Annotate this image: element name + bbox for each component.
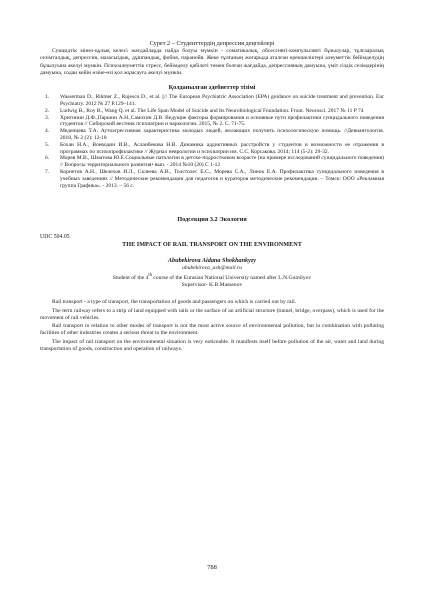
- reference-text: Wasserman D., Rihmer Z., Rujescu D., et al. [// The European Psychiatric Association (EPA) guidance on suicide treatment and prevention. Eur Psychiatry. 2012 № 27 P.129–141.: [60, 94, 384, 107]
- references-list: [40, 94, 384, 189]
- reference-item: [40, 108, 384, 115]
- reference-number: 1.: [45, 94, 50, 101]
- author-name: Abubekirova Aidana Shokhankyzy: [167, 257, 257, 265]
- reference-number: 2.: [45, 107, 50, 114]
- supervisor: Supervisor- K.B.Massenov: [181, 282, 243, 289]
- reference-item: [40, 155, 384, 169]
- reference-text: Бохан Н.А., Воеводин И.В., Асланбекова Н.В. Динамика аддиктивных расстройств у студентов и возможности ее отражения в программах по психопрофилактике // Журнал неврологии и психиатрии им. С.С. Корсакова. 2014; 114 (5-2): 29-32.: [60, 141, 384, 155]
- author-email[interactable]: abubekirova_ash@mail.ru: [182, 265, 242, 272]
- reference-number: 3.: [45, 114, 50, 121]
- reference-item: [40, 128, 384, 142]
- reference-text: Хритинин Д.Ф.,Паршин А.Н.,Самохин Д.В. Ведущие факторы формирования и основные пути профилактики суицидального поведения студентов // Сибирский вестник психиатрии и наркологии. 2015, № 2. С. 71-75.: [60, 114, 384, 128]
- subsection-heading: Подсекция 3.2 Экология: [177, 216, 247, 224]
- intro-paragraph: Суицидтік мінез-құлық келесі жағдайларда пайда болуы мүмкін - соматикалық, обсессивті-компульсивті бұзылулар, тұлғааралық сезімталдық, депрессия, мазасыздық, дұшпандық, фобия, паранойя. Жеке тұлғаның жоғарыда аталған ерекшеліктері алеуметтік бейімделудің бұзылуына әкелуі мүмкін. Психоәлеуметтік стресс, бейімделу қабілеті төмен болған жағдайда, депрессияның дамуына, үміт сіздік сезімдерінің дамуына, содан кейін өзіне-өзі қол жұмсауға әкелуі мүмкін.: [40, 48, 384, 76]
- page-content: [40, 40, 384, 354]
- page-number: 788: [207, 564, 217, 571]
- reference-text: Морев М.В., Шматова Ю.Е.Социальные патологии в детско-подростковом возрасте (на примере исследований суицидального поведения) // Вопросы территориального развития• вып. - 2014 №10 (20) С 1-12: [60, 155, 384, 169]
- body-paragraph: The impact of rail transport on the environmental situation is very noticeable. It manifests itself before pollution of the air, water and land during transportation of goods, construction and operation of railways.: [40, 338, 384, 352]
- body-paragraph: Rail transport - a type of transport, the transportation of goods and passengers on which is carried out by rail.: [52, 299, 297, 306]
- reference-item: [40, 94, 384, 108]
- reference-text: Ludwig B., Roy B., Wang Q. et al. The Life Span Model of Suicide and Its Neurobiological Foundation. Front. Neurosci. 2017 № 11 P 74: [60, 107, 364, 114]
- reference-item: [40, 115, 384, 129]
- udc-code: UDC 504.05: [40, 234, 70, 241]
- reference-text: Корнетов А.Н., Шелехов И.Л., Склеева А.В., Толстолес Е.С., Морева С.А., Линок Е.А. Профилактика суицидального поведения в учебных заведениях // Методические рекомендации для педагогов и кураторов методические рекомендации. – Томск: ООО «Рекламная группа Графика». - 2013. – 56 с.: [60, 168, 384, 189]
- body-paragraph: Rail transport in relation to other modes of transport is not the most active source of environmental pollution, but in combination with polluting facilities of other industries creates a serious threat to the environment.: [40, 323, 384, 337]
- article-title: THE IMPACT OF RAIL TRANSPORT ON THE ENVIRONMENT: [122, 241, 302, 249]
- affiliation-prefix: Student of the 4: [112, 275, 149, 282]
- affiliation-superscript: th: [148, 273, 152, 279]
- reference-number: 4.: [45, 128, 50, 135]
- figure-caption: Сурет 2 – Студенттердің депрессия деңгейлері: [149, 40, 275, 47]
- reference-number: 6.: [45, 155, 50, 162]
- reference-text: Меденцева Т.А. Аутоагрессивная характеристика молодых людей, желающих получить психологическую помощь. //Девиантология. 2018, № 2 (2): 12-18: [60, 128, 384, 141]
- author-affiliation: [40, 272, 384, 282]
- reference-number: 7.: [45, 168, 50, 175]
- reference-item: [40, 169, 384, 189]
- article-body: [40, 299, 384, 353]
- reference-number: 5.: [45, 141, 50, 148]
- body-paragraph: The term railway refers to a strip of land equipped with rails or the surface of an artificial structure (tunnel, bridge, overpass), which is used for the movement of rail vehicles.: [40, 307, 384, 321]
- affiliation-suffix: course of the Eurasian National University named after L.N.Gumilyov: [151, 275, 312, 282]
- reference-item: [40, 142, 384, 156]
- references-title: Қолданылған әдебиеттер тізімі: [168, 84, 256, 92]
